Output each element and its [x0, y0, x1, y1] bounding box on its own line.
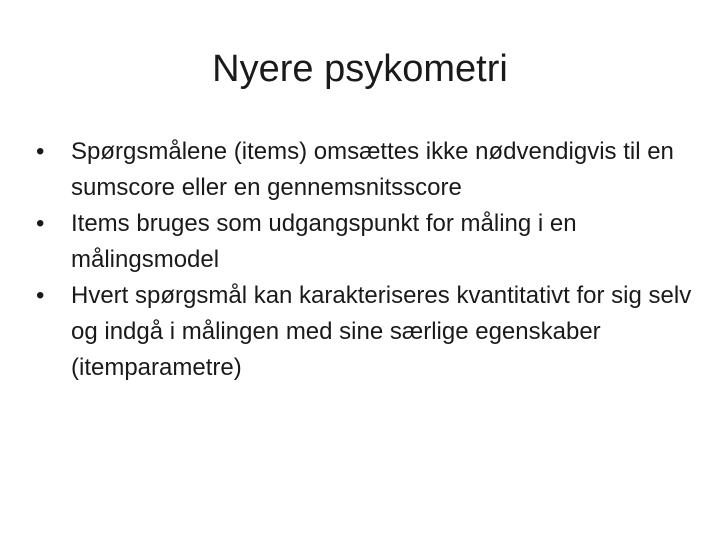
bullet-text: Spørgsmålene (items) omsættes ikke nødvendigvis til en sumscore eller en gennemsnitsscore [71, 138, 674, 201]
bullet-text: Hvert spørgsmål kan karakteriseres kvantitativt for sig selv og indgå i målingen med sine særlige egenskaber (itemparametre) [71, 282, 692, 381]
bullet-item [36, 278, 696, 386]
bullet-marker: • [36, 282, 45, 309]
bullet-text: Items bruges som udgangspunkt for måling i en målingsmodel [71, 210, 577, 273]
bullet-marker: • [36, 210, 45, 237]
slide-title: Nyere psykometri [212, 48, 508, 90]
bullet-list [36, 134, 696, 386]
bullet-item [36, 134, 696, 206]
bullet-item [36, 206, 696, 278]
bullet-marker: • [36, 138, 45, 165]
